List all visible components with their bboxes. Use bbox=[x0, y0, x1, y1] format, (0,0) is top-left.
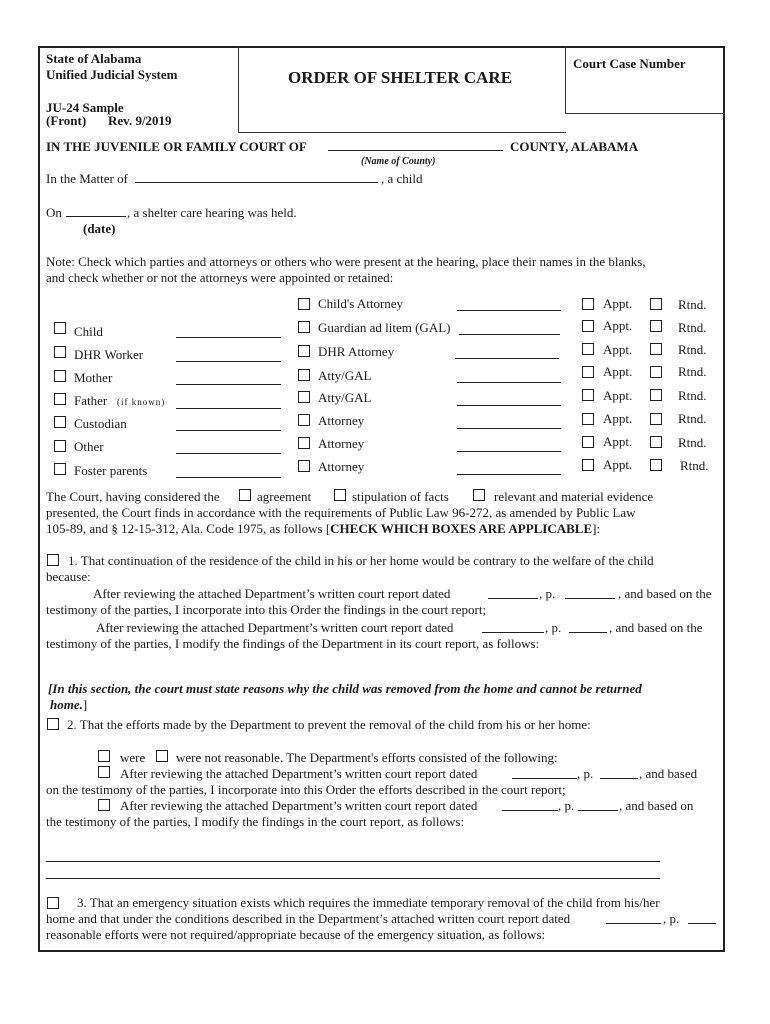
section1-b-text: After reviewing the attached Department’s written court report dated bbox=[96, 620, 454, 635]
section1-a-end: , and based on the bbox=[618, 586, 712, 601]
rtnd-checkbox[interactable] bbox=[650, 389, 662, 401]
page-field[interactable] bbox=[688, 913, 716, 924]
rtnd-label: Rtnd. bbox=[678, 297, 707, 312]
father-checkbox[interactable] bbox=[54, 393, 66, 405]
findings-line-2: presented, the Court finds in accordance with the requirements of Public Law 96-272, as amended by Public Law bbox=[46, 505, 636, 520]
party-label: Mother bbox=[74, 370, 113, 385]
rtnd-label: Rtnd. bbox=[678, 342, 707, 357]
page-field[interactable] bbox=[569, 622, 607, 633]
appt-checkbox[interactable] bbox=[582, 343, 594, 355]
rtnd-label: Rtnd. bbox=[680, 458, 709, 473]
attorney-label: Atty/GAL bbox=[318, 368, 372, 383]
court-suffix: COUNTY, ALABAMA bbox=[510, 139, 639, 154]
attorney-checkbox[interactable] bbox=[298, 369, 310, 381]
section2-d-text: After reviewing the attached Department’s written court report dated bbox=[120, 798, 478, 813]
attorney-checkbox[interactable] bbox=[298, 437, 310, 449]
section3-checkbox[interactable] bbox=[47, 897, 59, 909]
dhr-worker-checkbox[interactable] bbox=[54, 346, 66, 358]
section2-d-line-2: the testimony of the parties, I modify the findings in the court report, as follows: bbox=[46, 814, 465, 829]
attorney-name-field[interactable] bbox=[457, 372, 561, 383]
appt-label: Appt. bbox=[603, 364, 633, 379]
findings-line-3 bbox=[46, 521, 600, 537]
stipulation-checkbox[interactable] bbox=[334, 489, 346, 501]
attorney-checkbox[interactable] bbox=[298, 460, 310, 472]
form-id: JU-24 Sample bbox=[46, 100, 124, 115]
attorney-label: Child's Attorney bbox=[318, 296, 404, 311]
case-number-label: Court Case Number bbox=[573, 56, 686, 71]
page-field[interactable] bbox=[600, 768, 638, 779]
rtnd-checkbox[interactable] bbox=[650, 320, 662, 332]
section2-c-end: , and based bbox=[639, 766, 698, 781]
attorney-name-field[interactable] bbox=[457, 395, 561, 406]
attorney-name-field[interactable] bbox=[457, 300, 561, 311]
were-not-label: were not reasonable. The Department's efforts consisted of the following: bbox=[176, 750, 558, 765]
party-name-field[interactable] bbox=[176, 327, 281, 338]
stipulation-label: stipulation of facts bbox=[352, 489, 449, 504]
appt-checkbox[interactable] bbox=[582, 436, 594, 448]
section3-line-1: 3. That an emergency situation exists which requires the immediate temporary removal of the child from his/her bbox=[77, 895, 660, 910]
modify-findings-checkbox[interactable] bbox=[98, 799, 110, 811]
party-label: DHR Worker bbox=[74, 347, 144, 362]
page-field[interactable] bbox=[578, 800, 618, 811]
mother-checkbox[interactable] bbox=[54, 370, 66, 382]
attorney-checkbox[interactable] bbox=[298, 298, 310, 310]
attorney-checkbox[interactable] bbox=[298, 321, 310, 333]
county-caption: (Name of County) bbox=[361, 156, 436, 167]
attorney-checkbox[interactable] bbox=[298, 391, 310, 403]
findings-line-3c: ]: bbox=[592, 521, 601, 536]
party-label: Other bbox=[74, 439, 104, 454]
rtnd-checkbox[interactable] bbox=[650, 413, 662, 425]
appt-checkbox[interactable] bbox=[582, 413, 594, 425]
section1-a-line-2: testimony of the parties, I incorporate into this Order the findings in the court report; bbox=[46, 602, 487, 617]
report-date-field[interactable] bbox=[482, 622, 544, 633]
system-label: Unified Judicial System bbox=[46, 67, 178, 82]
attorney-name-field[interactable] bbox=[455, 348, 559, 359]
rtnd-checkbox[interactable] bbox=[650, 366, 662, 378]
page-field[interactable] bbox=[565, 588, 615, 599]
report-date-field[interactable] bbox=[502, 800, 558, 811]
section1-line-1: 1. That continuation of the residence of the child in his or her home would be contrary to the welfare of the child bbox=[68, 553, 654, 568]
attorney-label: Atty/GAL bbox=[318, 390, 372, 405]
appt-checkbox[interactable] bbox=[582, 320, 594, 332]
appt-label: Appt. bbox=[603, 318, 633, 333]
note-line-2: and check whether or not the attorneys were appointed or retained: bbox=[46, 270, 394, 285]
county-field[interactable] bbox=[328, 140, 503, 151]
matter-prefix: In the Matter of bbox=[46, 171, 128, 186]
child-checkbox[interactable] bbox=[54, 322, 66, 334]
section1-a-text: After reviewing the attached Department’s written court report dated bbox=[93, 586, 451, 601]
appt-checkbox[interactable] bbox=[582, 459, 594, 471]
appt-checkbox[interactable] bbox=[582, 298, 594, 310]
front-label: (Front) bbox=[46, 113, 87, 128]
report-date-field[interactable] bbox=[512, 768, 577, 779]
were-not-checkbox[interactable] bbox=[156, 750, 168, 762]
page-prefix: , p. bbox=[577, 766, 594, 781]
rtnd-label: Rtnd. bbox=[678, 411, 707, 426]
rtnd-checkbox[interactable] bbox=[650, 298, 662, 310]
findings-writing-line[interactable] bbox=[46, 868, 660, 879]
attorney-name-field[interactable] bbox=[457, 418, 561, 429]
findings-instruction: CHECK WHICH BOXES ARE APPLICABLE bbox=[330, 521, 593, 536]
party-name-field[interactable] bbox=[176, 351, 281, 362]
appt-label: Appt. bbox=[603, 388, 633, 403]
attorney-checkbox[interactable] bbox=[298, 414, 310, 426]
were-checkbox[interactable] bbox=[98, 750, 110, 762]
appt-label: Appt. bbox=[603, 342, 633, 357]
appt-checkbox[interactable] bbox=[582, 366, 594, 378]
appt-label: Appt. bbox=[603, 296, 633, 311]
attorney-name-field[interactable] bbox=[457, 464, 561, 475]
findings-line-3a: 105-89, and § 12-15-312, Ala. Code 1975, as follows [ bbox=[46, 521, 331, 536]
case-box-left bbox=[565, 47, 566, 114]
section2-c-text: After reviewing the attached Department’s written court report dated bbox=[120, 766, 478, 781]
section1-b-end: , and based on the bbox=[609, 620, 703, 635]
party-label: Foster parents bbox=[74, 463, 148, 478]
hearing-held: , a shelter care hearing was held. bbox=[127, 205, 297, 220]
party-name-field[interactable] bbox=[176, 398, 281, 409]
rtnd-checkbox[interactable] bbox=[650, 343, 662, 355]
section1-line-2: because: bbox=[46, 569, 91, 584]
other-checkbox[interactable] bbox=[54, 440, 66, 452]
report-date-field[interactable] bbox=[606, 913, 661, 924]
section3-line-2: home and that under the conditions described in the Department’s attached written court report dated bbox=[46, 911, 571, 926]
section3-line-3: reasonable efforts were not required/appropriate because of the emergency situation, as follows: bbox=[46, 927, 546, 942]
foster-parents-checkbox[interactable] bbox=[54, 463, 66, 475]
party-label: Child bbox=[74, 324, 103, 339]
instruction-home: home. bbox=[50, 697, 83, 712]
instruction-line-2 bbox=[50, 697, 87, 713]
header-rule bbox=[238, 132, 566, 133]
agreement-label: agreement bbox=[257, 489, 312, 504]
agreement-checkbox[interactable] bbox=[239, 489, 251, 501]
evidence-checkbox[interactable] bbox=[473, 489, 485, 501]
state-label: State of Alabama bbox=[46, 51, 142, 66]
revision: Rev. 9/2019 bbox=[108, 113, 172, 128]
attorney-label: Guardian ad litem (GAL) bbox=[318, 320, 451, 335]
party-name-field[interactable] bbox=[176, 443, 281, 454]
party-name-field[interactable] bbox=[176, 420, 281, 431]
appt-label: Appt. bbox=[603, 457, 633, 472]
party-sublabel: (if known) bbox=[117, 397, 166, 407]
section2-line-1: 2. That the efforts made by the Department to prevent the removal of the child from his or her home: bbox=[67, 717, 591, 732]
court-prefix: IN THE JUVENILE OR FAMILY COURT OF bbox=[46, 139, 307, 154]
instruction-bracket: ] bbox=[82, 697, 88, 712]
report-date-field[interactable] bbox=[488, 588, 538, 599]
rtnd-label: Rtnd. bbox=[678, 435, 707, 450]
section1-b-line-2: testimony of the parties, I modify the findings of the Department in its court report, as follows: bbox=[46, 636, 540, 651]
findings-prefix: The Court, having considered the bbox=[46, 489, 220, 504]
evidence-label: relevant and material evidence bbox=[494, 489, 654, 504]
rtnd-checkbox[interactable] bbox=[650, 459, 662, 471]
hearing-on: On bbox=[46, 205, 62, 220]
attorney-name-field[interactable] bbox=[457, 441, 561, 452]
section2-c-line-2: on the testimony of the parties, I incorporate into this Order the efforts described in the court report; bbox=[46, 782, 566, 797]
rtnd-checkbox[interactable] bbox=[650, 436, 662, 448]
rtnd-label: Rtnd. bbox=[678, 320, 707, 335]
matter-suffix: , a child bbox=[381, 171, 423, 186]
party-name-field[interactable] bbox=[176, 467, 281, 478]
date-caption: (date) bbox=[83, 221, 116, 236]
attorney-checkbox[interactable] bbox=[298, 345, 310, 357]
attorney-label: DHR Attorney bbox=[318, 344, 395, 359]
appt-label: Appt. bbox=[603, 411, 633, 426]
page-prefix: , p. bbox=[663, 911, 680, 926]
section2-d-end: , and based on bbox=[619, 798, 694, 813]
attorney-label: Attorney bbox=[318, 459, 365, 474]
findings-writing-line[interactable] bbox=[46, 851, 660, 862]
appt-label: Appt. bbox=[603, 434, 633, 449]
were-label: were bbox=[120, 750, 146, 765]
appt-checkbox[interactable] bbox=[582, 389, 594, 401]
incorporate-efforts-checkbox[interactable] bbox=[98, 766, 110, 778]
page-prefix: , p. bbox=[539, 586, 556, 601]
rtnd-label: Rtnd. bbox=[678, 364, 707, 379]
section2-checkbox[interactable] bbox=[47, 718, 59, 730]
page-prefix: , p. bbox=[558, 798, 575, 813]
child-name-field[interactable] bbox=[135, 172, 378, 183]
page-prefix: , p. bbox=[545, 620, 562, 635]
attorney-name-field[interactable] bbox=[459, 324, 560, 335]
case-box-bottom bbox=[565, 113, 725, 114]
attorney-label: Attorney bbox=[318, 436, 365, 451]
form-title: ORDER OF SHELTER CARE bbox=[288, 68, 513, 87]
party-name-field[interactable] bbox=[176, 374, 281, 385]
party-label: Father bbox=[74, 393, 108, 408]
hearing-date-field[interactable] bbox=[66, 206, 126, 217]
section1-checkbox[interactable] bbox=[47, 554, 59, 566]
attorney-label: Attorney bbox=[318, 413, 365, 428]
instruction-line-1: [In this section, the court must state reasons why the child was removed from the home and cannot be returned bbox=[48, 681, 642, 696]
rtnd-label: Rtnd. bbox=[678, 388, 707, 403]
header-divider bbox=[238, 47, 239, 133]
party-label: Custodian bbox=[74, 416, 127, 431]
note-line-1: Note: Check which parties and attorneys or others who were present at the hearing, place their names in the blanks, bbox=[46, 254, 646, 269]
custodian-checkbox[interactable] bbox=[54, 416, 66, 428]
